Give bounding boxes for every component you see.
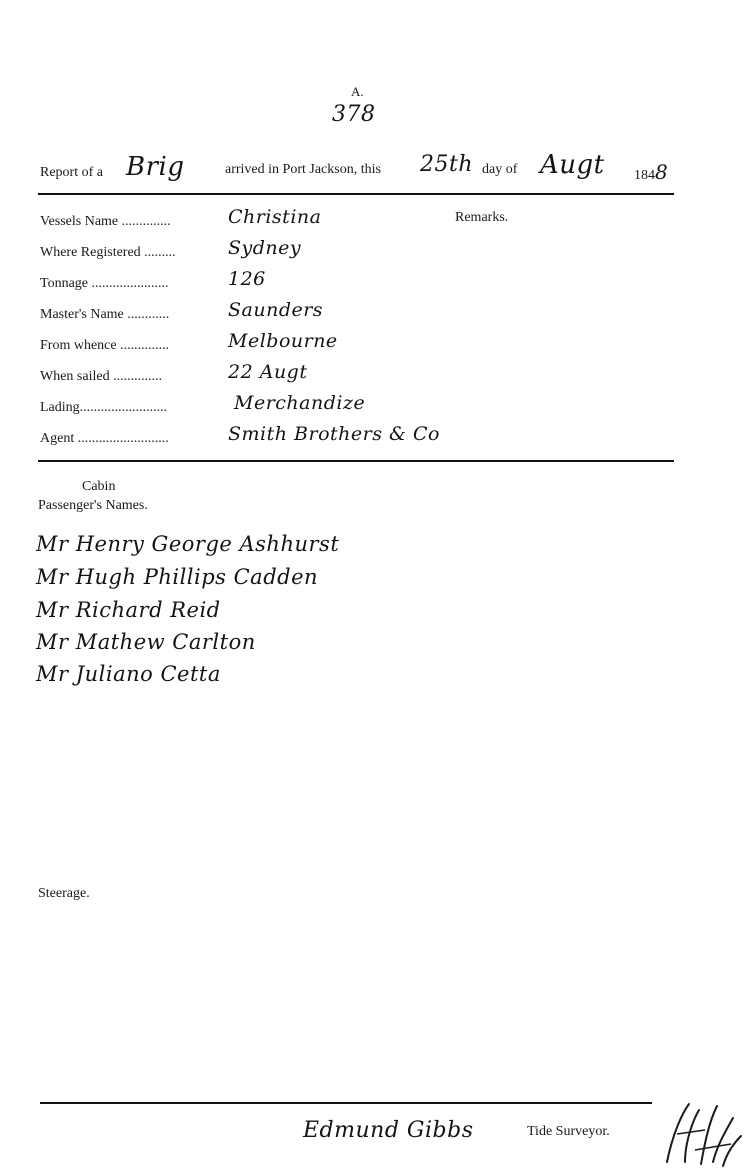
field-label-agent: Agent ..........................: [40, 431, 169, 446]
field-label-tonnage: Tonnage ......................: [40, 276, 169, 291]
form-letter: A.: [351, 84, 364, 99]
field-value-agent: Smith Brothers & Co: [228, 423, 440, 445]
field-value-vessels-name: Christina: [228, 206, 322, 228]
footer-rule: [40, 1102, 652, 1104]
arrived-text: arrived in Port Jackson, this: [225, 162, 381, 177]
folio-number: 378: [332, 102, 376, 127]
field-label-where-registered: Where Registered .........: [40, 245, 176, 260]
field-value-tonnage: 126: [228, 268, 266, 290]
field-value-where-registered: Sydney: [228, 237, 302, 259]
passenger-name: Mr Mathew Carlton: [36, 630, 256, 654]
tide-surveyor-label: Tide Surveyor.: [527, 1124, 610, 1139]
field-value-when-sailed: 22 Augt: [228, 361, 308, 383]
arrival-year: [634, 160, 668, 184]
field-value-masters-name: Saunders: [228, 299, 324, 321]
header-rule: [38, 193, 674, 195]
vessel-type: Brig: [126, 152, 185, 182]
day-of-text: day of: [482, 162, 518, 177]
passenger-name: Mr Juliano Cetta: [36, 662, 221, 686]
arrival-month: Augt: [540, 150, 605, 180]
arrival-day: 25th: [420, 152, 474, 177]
field-label-when-sailed: When sailed ..............: [40, 369, 163, 384]
year-digit: 8: [655, 160, 669, 184]
field-label-from-whence: From whence ..............: [40, 338, 170, 353]
cabin-label: Cabin: [82, 479, 116, 494]
passenger-name: Mr Hugh Phillips Cadden: [36, 565, 319, 589]
field-label-vessels-name: Vessels Name ..............: [40, 214, 171, 229]
passenger-name: Mr Henry George Ashhurst: [36, 532, 340, 556]
field-value-lading: Merchandize: [234, 392, 366, 414]
corner-scribble: [655, 1092, 745, 1172]
steerage-label: Steerage.: [38, 886, 90, 901]
field-label-lading: Lading.........................: [40, 400, 168, 415]
field-label-masters-name: Master's Name ............: [40, 307, 170, 322]
year-printed: 184: [634, 168, 655, 183]
passenger-names-label: Passenger's Names.: [38, 498, 148, 513]
surveyor-signature: Edmund Gibbs: [303, 1118, 474, 1143]
field-value-from-whence: Melbourne: [228, 330, 338, 352]
details-rule: [38, 460, 674, 462]
remarks-label: Remarks.: [455, 210, 509, 225]
passenger-name: Mr Richard Reid: [36, 598, 221, 622]
report-prefix: Report of a: [40, 165, 103, 180]
